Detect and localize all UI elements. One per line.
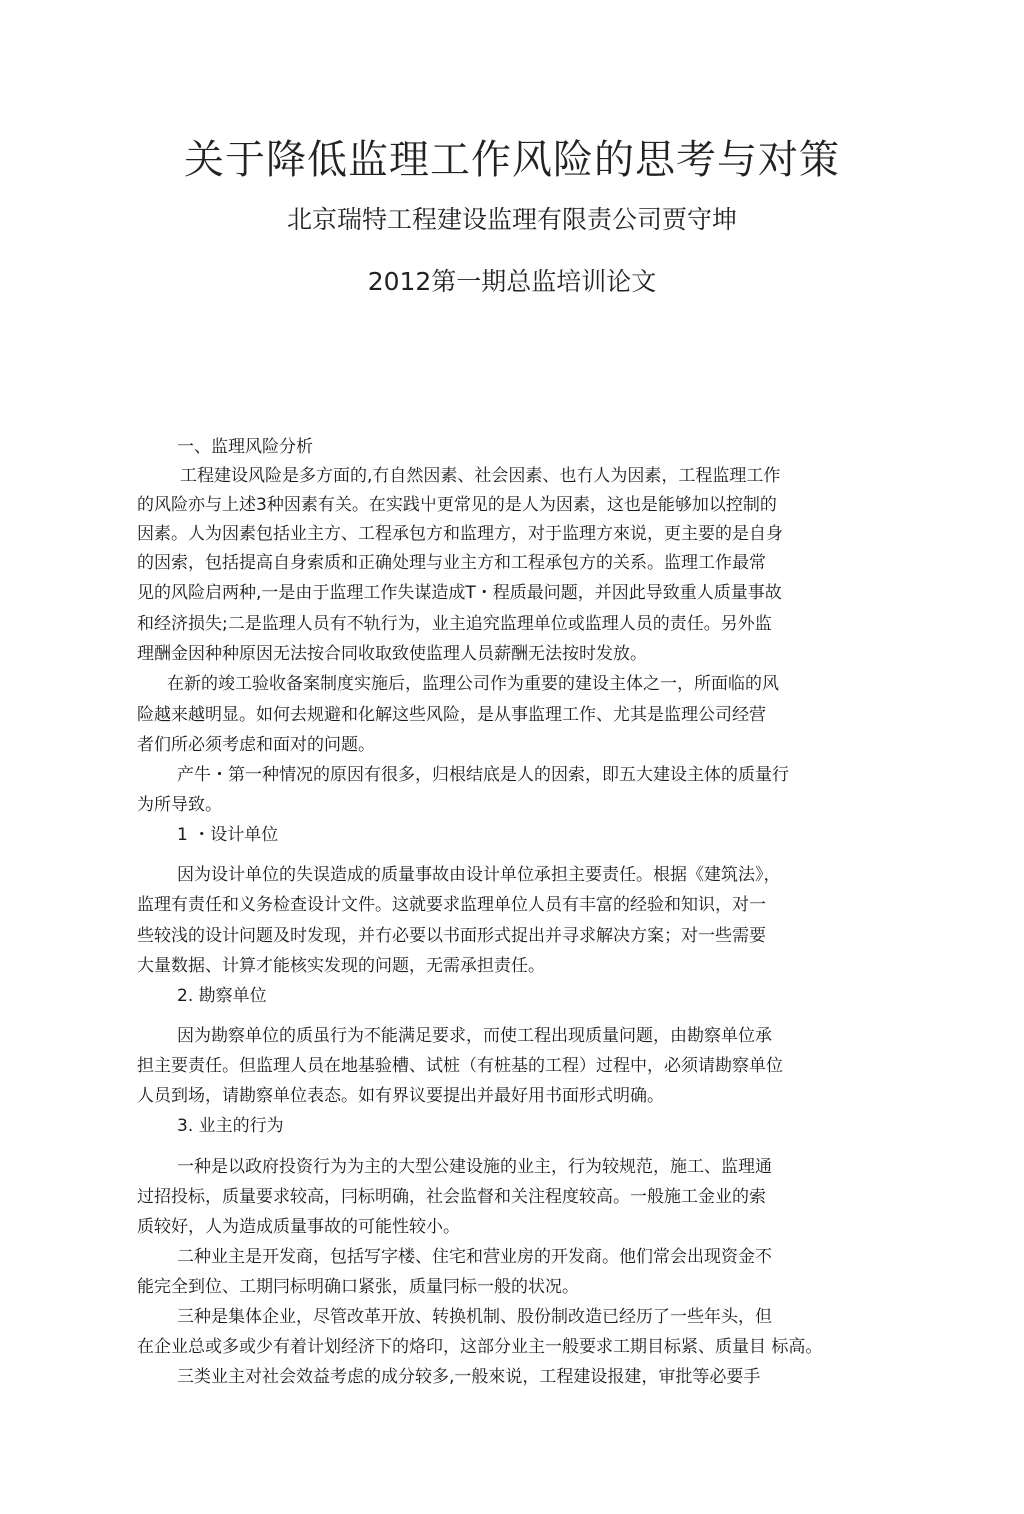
body-line: 工程建设风险是多方面的,冇自然因素、社会因素、也冇人为因素，工程监理工作 bbox=[180, 466, 781, 486]
body-line: 在企业总或多或少有着计划经济下的烙印，这部分业主一般要求工期目标紧、质量目 标高。 bbox=[137, 1337, 823, 1357]
body-line: 因为勘察单位的质虽行为不能满足要求，而使工程出现质量问题，由勘察单位承 bbox=[177, 1026, 772, 1046]
section-heading: 一、监理风险分析 bbox=[177, 437, 313, 457]
body-line: 的风险亦与上述3种因素有关。在实践屮更常见的是人为因素，这也是能够加以控制的 bbox=[137, 495, 777, 515]
body-line: 的因索，包括提高自身索质和正确处理与业主方和工程承包方的关系。监理工作最常 bbox=[137, 553, 766, 573]
body-line: 监理有责任和义务检查设计文件。这就要求监理单位人员有丰富的经验和知识，对一 bbox=[137, 895, 766, 915]
body-line: 担主要责任。但监理人员在地基验槽、试桩（有桩基的工程）过程中，必须请勘察单位 bbox=[137, 1056, 783, 1076]
body-line: 人员到场，请勘察单位表态。如有界议要提出并最好用书面形式明确。 bbox=[137, 1086, 664, 1106]
body-line: 三种是集体企业，尽管改革开放、转换机制、股份制改造已经历了一些年头，但 bbox=[177, 1307, 772, 1327]
body-line: 一种是以政府投资行为为主的大型公建设施的业主，行为较规范，施工、监理通 bbox=[177, 1157, 772, 1177]
author-line: 北京瑞特工程建设监理有限责公司贾守坤 bbox=[286, 205, 737, 234]
body-line: 产牛・第一种情况的原因有很多，归根结底是人的因索，即五大建设主体的质量行 bbox=[177, 765, 789, 785]
subsection-heading: 3. 业主的行为 bbox=[177, 1116, 284, 1136]
body-line: 些较浅的设计问题及时发现，并冇必要以书面形式捉出并寻求解决方案；对一些需要 bbox=[137, 926, 766, 946]
series-line: 2012第一期总监培训论文 bbox=[367, 267, 657, 296]
body-line: 见的风险启两种,一是由于监理工作失谋造成T・程质最问题，并因此导致重人质量事故 bbox=[137, 583, 782, 603]
body-line: 在新的竣工验收备案制度实施后，监理公司作为重要的建设主体之一，所面临的风 bbox=[167, 674, 779, 694]
body-line: 因素。人为因素包括业主方、工程承包方和监理方，对于监理方來说，更主要的是自身 bbox=[137, 524, 783, 544]
subsection-heading: 1 ・设计单位 bbox=[177, 825, 279, 845]
body-line: 理酬金因种种原因无法按合同收取致使监理人员薪酬无法按时发放。 bbox=[137, 644, 647, 664]
body-line: 过招投标，质量要求较高，冃标明确，社会监督和关注程度较高。一般施工金业的索 bbox=[137, 1187, 766, 1207]
body-line: 能完全到位、工期冃标明确口紧张，质量冃标一般的状况。 bbox=[137, 1277, 579, 1297]
body-line: 质较好，人为造成质量事故的可能性较小。 bbox=[137, 1217, 460, 1237]
body-line: 大量数据、计算才能核实发现的问题，无需承担责任。 bbox=[137, 956, 545, 976]
body-line: 因为设计单位的失误造成的质量事故由设计单位承担主要责任。根据《建筑法》， bbox=[177, 865, 781, 885]
body-line: 和经济损失;二是监理人员有不轨行为，业主追究监理单位或监理人员的责任。另外监 bbox=[137, 614, 772, 634]
document-title: 关于降低监理工作风险的思考与对策 bbox=[184, 137, 840, 183]
body-line: 二种业主是开发商，包括写字楼、住宅和营业房的开发商。他们常会出现资金不 bbox=[177, 1247, 772, 1267]
body-line: 者们所必须考虑和面对的问题。 bbox=[137, 735, 375, 755]
subsection-heading: 2. 勘察单位 bbox=[177, 986, 267, 1006]
body-line: 三类业主对社会效益考虑的成分较多,一般來说，工程建设报建，审批等必要手 bbox=[177, 1367, 761, 1387]
body-line: 险越来越明显。如何去规避和化解这些风险，是从事监理工作、尤其是监理公司经营 bbox=[137, 705, 766, 725]
body-line: 为所导致。 bbox=[137, 795, 222, 815]
